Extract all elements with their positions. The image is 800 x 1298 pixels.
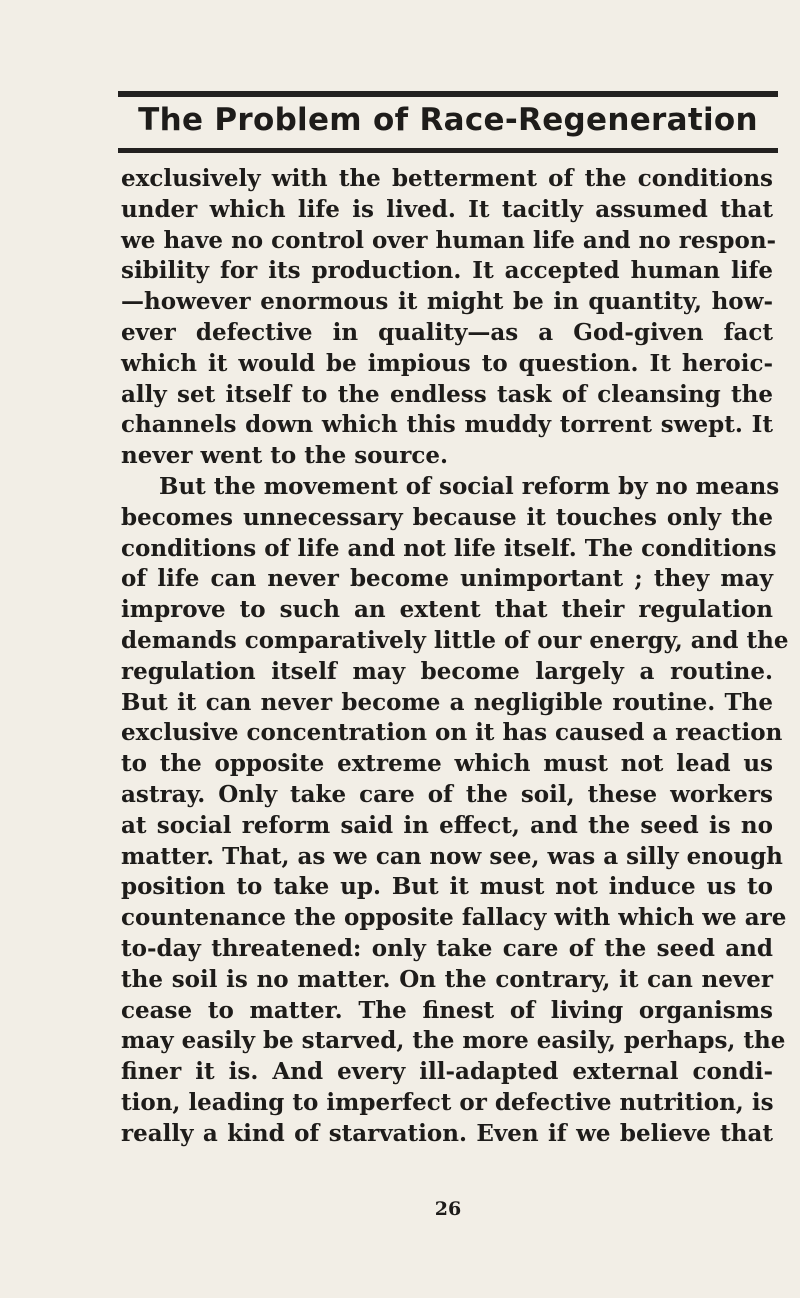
text-line: sibility for its production. It accepted human life [121, 257, 773, 285]
text-line: becomes unnecessary because it touches only the [121, 503, 773, 531]
text-line: under which life is lived. It tacitly assumed that [121, 195, 773, 223]
running-head-title: The Problem of Race-Regeneration [138, 102, 758, 138]
text-line: tion, leading to imperfect or defective nutrition, is [121, 1088, 774, 1116]
text-line: astray. Only take care of the soil, these workers [121, 780, 773, 808]
text-line: countenance the opposite fallacy with which we are [121, 904, 787, 932]
text-line: finer it is. And every ill-adapted external condi- [121, 1058, 773, 1086]
body-text [121, 164, 789, 1150]
text-line: regulation itself may become largely a routine. [121, 657, 773, 685]
text-line: never went to the source. [121, 442, 448, 470]
text-line: But the movement of social reform by no means [159, 472, 780, 500]
text-line: the soil is no matter. On the contrary, it can never [121, 965, 773, 993]
text-line: But it can never become a negligible routine. The [121, 688, 773, 716]
text-line: position to take up. But it must not induce us to [121, 873, 773, 901]
text-line: improve to such an extent that their regulation [121, 596, 773, 624]
text-line: to-day threatened: only take care of the seed and [121, 934, 773, 962]
text-line: may easily be starved, the more easily, perhaps, the [121, 1027, 786, 1055]
text-line: conditions of life and not life itself. The conditions [121, 534, 777, 562]
header-rule-bottom [118, 148, 778, 153]
text-line: demands comparatively little of our energy, and the [121, 626, 789, 654]
text-line: —however enormous it might be in quantity, how- [121, 288, 773, 316]
text-line: cease to matter. The finest of living organisms [121, 996, 773, 1024]
text-line: exclusive concentration on it has caused a reaction [121, 719, 783, 747]
text-line: we have no control over human life and no respon- [121, 226, 777, 254]
text-line: at social reform said in effect, and the seed is no [121, 811, 773, 839]
text-line: really a kind of starvation. Even if we believe that [121, 1119, 773, 1147]
page-number: 26 [434, 1198, 462, 1220]
text-line: matter. That, as we can now see, was a silly enough [121, 842, 783, 870]
text-line: ally set itself to the endless task of cleansing the [121, 380, 773, 408]
text-line: which it would be impious to question. It heroic- [121, 349, 773, 377]
text-line: of life can never become unimportant ; they may [121, 565, 773, 593]
text-line: ever defective in quality—as a God-given fact [121, 318, 773, 346]
text-line: exclusively with the betterment of the conditions [121, 165, 773, 192]
text-line: to the opposite extreme which must not lead us [121, 750, 773, 778]
text-line: channels down which this muddy torrent swept. It [121, 411, 773, 439]
header-rule-top [118, 91, 778, 97]
